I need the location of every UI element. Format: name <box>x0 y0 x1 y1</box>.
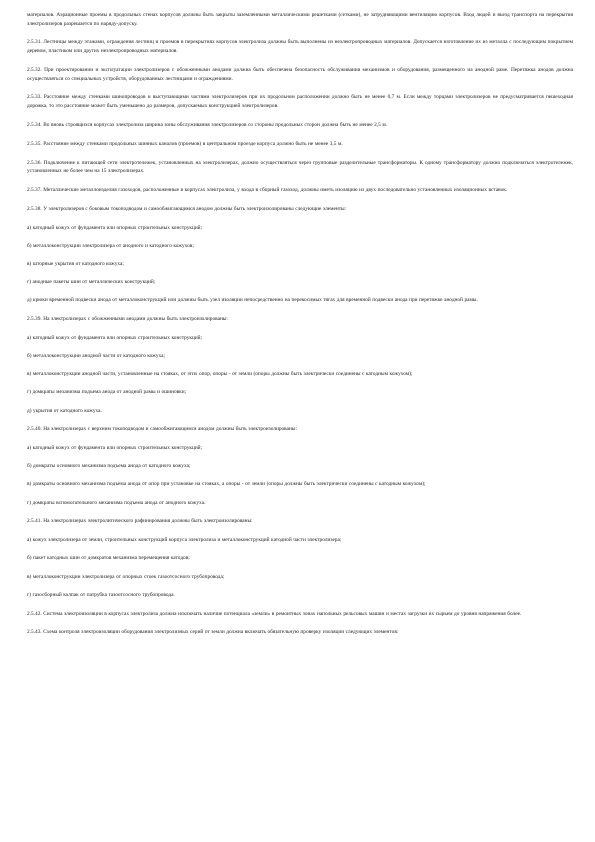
paragraph-2-5-33: 2.5.33. Расстояние между стенками шинопроводов и выступающими частями электролизеров при их продольном расположении должно быть не менее 0,7 м. Если между торцами электролизеров не предусматривается пешеходная дорожка, то это расстояние может быть уменьшено до размеров, допускаемых конструкцией электролизеров. <box>27 94 573 110</box>
paragraph-2-5-35: 2.5.35. Расстояние между стенками продольных шинных каналов (проемов) в центральном проезде корпуса должно быть не менее 3,5 м. <box>27 140 343 147</box>
list-item: а) катодный кожух от фундамента или опорных строительных конструкций; <box>27 224 203 231</box>
list-item: б) металлоконструкции электролизера от анодного и катодного кожухов; <box>27 243 194 250</box>
list-item: г) домкраты механизма подъема анода от анодной рамы и ошиновки; <box>27 389 187 396</box>
list-item: а) катодный кожух от фундамента или опорных строительных конструкций; <box>27 335 203 342</box>
paragraph-intro: материалов. Аэрационные проемы в продольных стенах корпусов должны быть закрыты заземленными металлическими решетками (сетками), не затрудняющими вентиляцию корпусов. Вход людей и въезд транспорта на перекрытия электролизеров разрешается по наряду-допуску. <box>27 12 573 27</box>
list-item: г) анодные пакеты шин от металлических конструкций; <box>27 279 156 286</box>
paragraph-2-5-39: 2.5.39. На электролизерах с обожженными анодами должны быть электроизолированы: <box>27 316 228 323</box>
list-item: г) газосборный колпак от патрубка газоотсосного трубопровода. <box>27 591 175 598</box>
list-item: в) домкраты основного механизма подъема анода от опор при установке на стояках, а опоры - от земли (опоры должны быть электрически соединены с катодным кожухом); <box>27 481 426 488</box>
list-item: б) домкраты основного механизма подъема анода от катодного кожуха; <box>27 463 191 470</box>
paragraph-2-5-34: 2.5.34. Во вновь строящихся корпусах электролиза ширина зоны обслуживания электролизеров со стороны продольных сторон должна быть не менее 2,5 м. <box>27 121 388 128</box>
paragraph-2-5-36: 2.5.36. Подключение к питающей сети электротележек, установленных на электролизерах, должно осуществляться через групповые разделительные трансформаторы. К одному трансформатору должно подключаться электротележек, установленных не более чем на 15 электролизерах. <box>27 159 573 175</box>
list-item: б) металлоконструкции анодной части от катодного кожуха; <box>27 353 165 360</box>
list-item: г) домкраты вспомогательного механизма подъема анода от анодного кожуха. <box>27 499 206 506</box>
paragraph-2-5-43: 2.5.43. Схема контроля электроизоляции оборудования электролизных серий от земли должна включать обязательную проверку изоляции следующих элементов: <box>27 629 399 636</box>
paragraph-2-5-38: 2.5.38. У электролизеров с боковым токоподводом и самообжигающимся анодом должны быть электроизолированы следующие элементы: <box>27 206 347 213</box>
paragraph-2-5-37: 2.5.37. Металлические металлоизделия газоходов, расположенные в корпусах электролиза, у входа в сборный газоход, должны иметь изоляцию из двух последовательно установленных изоляционных вставок. <box>27 187 508 194</box>
list-item: а) кожух электролизера от земли, строительных конструкций корпуса электролиза и металлоконструкций катодной части электролизера; <box>27 537 342 544</box>
paragraph-2-5-41: 2.5.41. На электролизерах электролитического рафинирования должны быть электроизолированы: <box>27 518 253 525</box>
list-item: б) пакет катодных шин от домкратов механизма перемещения катодов; <box>27 555 190 562</box>
list-item: в) металлоконструкции электролизера от опорных стоек газоотсосного трубопровода; <box>27 573 225 580</box>
paragraph-2-5-42: 2.5.42. Система электроизоляции в корпусах электролиза должна исключать наличие потенциала «земли» в ремонтных зонах напольных рельсовых машин и местах загрузки их сырьем до уровня напряжения более. <box>27 610 522 617</box>
list-item: д) укрытия от катодного кожуха. <box>27 407 102 414</box>
list-item: д) крюки временной подвески анода от металлоконструкций или должны быть узел изоляции непосредственно на перекосимых тягах для временной подвески анода при перетяжке анодной рамы. <box>27 297 478 304</box>
list-item: в) шторные укрытия от катодного кожуха; <box>27 261 124 268</box>
paragraph-2-5-32: 2.5.32. При проектировании и эксплуатации электролизеров с обожженными анодами должна быть обеспечена безопасность обслуживания механизмов и оборудования, размещенного на анодной раме. Перетяжка анодов должна осуществляться со специальных устройств, оборудованных лестницами и ограждениями. <box>27 66 573 82</box>
list-item: в) металлоконструкции анодной части, установленные на стояках, от этих опор, опоры - от земли (опоры должны быть электрически соединены с катодным кожухом); <box>27 371 413 378</box>
paragraph-2-5-40: 2.5.40. На электролизерах с верхним токоподводом и самообжигающимся анодом должны быть электроизолированы: <box>27 426 297 433</box>
paragraph-2-5-31: 2.5.31. Лестницы между этажами, ограждения лестниц и проемов в перекрытиях корпусов электролиза должны быть выполнены из неэлектропроводных материалов. Допускается изготовление их из металла с последующим покрытием деревом, пластиком или других неэлектропроводных материалов. <box>27 39 573 55</box>
list-item: а) катодный кожух от фундамента или опорных строительных конструкций; <box>27 445 203 452</box>
